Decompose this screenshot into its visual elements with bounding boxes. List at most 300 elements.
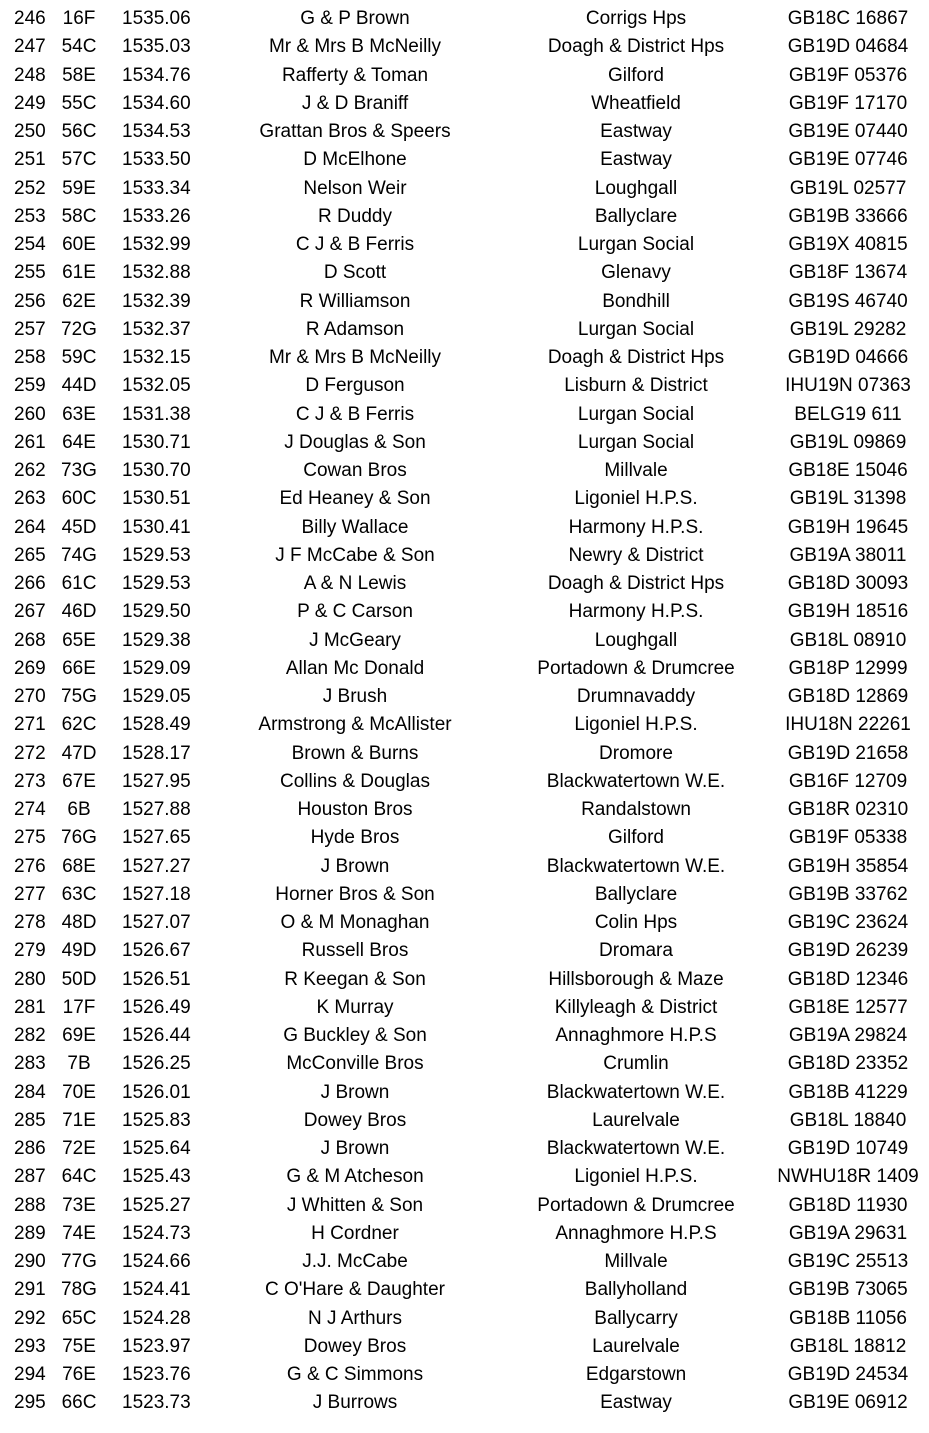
club-cell: Annaghmore H.P.S xyxy=(555,1025,717,1046)
velocity-cell: 1534.76 xyxy=(122,64,191,86)
club-cell: Ballyclare xyxy=(594,205,678,227)
position-cell: 255 xyxy=(14,262,46,284)
pen-code-cell: 50D xyxy=(61,968,97,990)
fancier-name-cell: Collins & Douglas xyxy=(280,770,430,792)
ring-number-cell: GB18E 12577 xyxy=(788,996,908,1018)
table-row xyxy=(0,1050,929,1078)
club-cell: Millvale xyxy=(604,460,668,481)
table-row xyxy=(0,1022,929,1050)
position-cell: 246 xyxy=(14,8,46,29)
pen-code-cell: 69E xyxy=(62,1025,96,1046)
club-cell: Crumlin xyxy=(603,1053,669,1075)
fancier-name-cell: J Whitten & Son xyxy=(286,1194,424,1216)
club-cell: Blackwatertown W.E. xyxy=(546,770,726,792)
ring-number-cell: GB19L 02577 xyxy=(789,177,907,199)
pen-code-cell: 76G xyxy=(61,827,97,849)
club-cell: Ligoniel H.P.S. xyxy=(574,714,698,736)
velocity-cell: 1523.76 xyxy=(122,1364,191,1385)
table-row xyxy=(0,203,929,231)
table-row xyxy=(0,711,929,739)
velocity-cell: 1533.50 xyxy=(122,149,191,171)
position-cell: 271 xyxy=(14,714,46,736)
table-row xyxy=(0,146,929,174)
position-cell: 270 xyxy=(14,686,46,707)
velocity-cell: 1534.60 xyxy=(122,92,191,114)
velocity-cell: 1527.65 xyxy=(122,827,191,849)
pen-code-cell: 56C xyxy=(61,121,97,142)
club-cell: Lurgan Social xyxy=(577,403,695,425)
table-row xyxy=(0,316,929,344)
fancier-name-cell: Cowan Bros xyxy=(303,460,407,481)
fancier-name-cell: J McGeary xyxy=(309,629,401,651)
velocity-cell: 1525.43 xyxy=(122,1166,191,1188)
club-cell: Glenavy xyxy=(601,262,671,284)
table-row xyxy=(0,1333,929,1361)
fancier-name-cell: R Adamson xyxy=(305,318,405,340)
ring-number-cell: GB19B 33666 xyxy=(788,205,908,227)
table-row xyxy=(0,966,929,994)
ring-number-cell: GB19L 29282 xyxy=(789,318,907,340)
table-row xyxy=(0,1361,929,1389)
position-cell: 289 xyxy=(14,1222,46,1244)
pen-code-cell: 45D xyxy=(61,516,97,538)
club-cell: Ligoniel H.P.S. xyxy=(574,488,698,510)
pen-code-cell: 62E xyxy=(62,290,96,312)
ring-number-cell: GB19L 09869 xyxy=(789,431,907,453)
club-cell: Millvale xyxy=(604,1251,668,1272)
ring-number-cell: IHU18N 22261 xyxy=(785,714,911,736)
table-row xyxy=(0,259,929,287)
fancier-name-cell: J Brown xyxy=(320,1081,390,1103)
club-cell: Annaghmore H.P.S xyxy=(555,1222,717,1244)
pen-code-cell: 75E xyxy=(62,1335,96,1357)
ring-number-cell: GB19D 21658 xyxy=(787,742,909,764)
club-cell: Gilford xyxy=(608,827,664,849)
ring-number-cell: GB19C 25513 xyxy=(787,1251,909,1272)
pen-code-cell: 61E xyxy=(62,262,96,284)
position-cell: 247 xyxy=(14,36,46,58)
club-cell: Blackwatertown W.E. xyxy=(546,855,726,877)
position-cell: 264 xyxy=(14,516,46,538)
pen-code-cell: 46D xyxy=(61,601,97,623)
ring-number-cell: GB18B 41229 xyxy=(788,1081,908,1103)
ring-number-cell: GB18C 16867 xyxy=(787,8,909,29)
pen-code-cell: 64C xyxy=(61,1166,97,1188)
position-cell: 288 xyxy=(14,1194,46,1216)
pen-code-cell: 65C xyxy=(61,1307,97,1329)
fancier-name-cell: K Murray xyxy=(316,996,394,1018)
club-cell: Doagh & District Hps xyxy=(547,573,725,594)
velocity-cell: 1530.71 xyxy=(122,431,191,453)
ring-number-cell: GB19A 29631 xyxy=(788,1222,908,1244)
pen-code-cell: 59E xyxy=(62,177,96,199)
table-row xyxy=(0,33,929,61)
position-cell: 263 xyxy=(14,488,46,510)
velocity-cell: 1526.25 xyxy=(122,1053,191,1075)
position-cell: 285 xyxy=(14,1109,46,1131)
ring-number-cell: GB18L 18840 xyxy=(789,1109,907,1131)
fancier-name-cell: J & D Braniff xyxy=(301,92,409,114)
ring-number-cell: GB19F 17170 xyxy=(788,92,908,114)
fancier-name-cell: A & N Lewis xyxy=(303,573,407,594)
position-cell: 261 xyxy=(14,431,46,453)
velocity-cell: 1529.38 xyxy=(122,629,191,651)
fancier-name-cell: J Brush xyxy=(322,686,388,707)
pen-code-cell: 63E xyxy=(62,403,96,425)
ring-number-cell: GB19E 07746 xyxy=(788,149,908,171)
velocity-cell: 1525.83 xyxy=(122,1109,191,1131)
fancier-name-cell: J.J. McCabe xyxy=(302,1251,408,1272)
table-row xyxy=(0,542,929,570)
position-cell: 292 xyxy=(14,1307,46,1329)
velocity-cell: 1527.88 xyxy=(122,799,191,820)
position-cell: 280 xyxy=(14,968,46,990)
club-cell: Doagh & District Hps xyxy=(547,36,725,58)
fancier-name-cell: J Burrows xyxy=(312,1392,398,1414)
ring-number-cell: GB19F 05338 xyxy=(788,827,908,849)
table-row xyxy=(0,994,929,1022)
table-row xyxy=(0,768,929,796)
position-cell: 295 xyxy=(14,1392,46,1414)
ring-number-cell: GB19B 73065 xyxy=(788,1279,908,1301)
position-cell: 251 xyxy=(14,149,46,171)
position-cell: 253 xyxy=(14,205,46,227)
position-cell: 265 xyxy=(14,544,46,566)
fancier-name-cell: Allan Mc Donald xyxy=(285,657,425,679)
club-cell: Randalstown xyxy=(581,799,691,820)
ring-number-cell: IHU19N 07363 xyxy=(785,375,911,397)
ring-number-cell: GB18P 12999 xyxy=(788,657,908,679)
pen-code-cell: 57C xyxy=(61,149,97,171)
table-row xyxy=(0,1305,929,1333)
table-row xyxy=(0,231,929,259)
velocity-cell: 1528.49 xyxy=(122,714,191,736)
fancier-name-cell: R Keegan & Son xyxy=(284,968,426,990)
velocity-cell: 1530.70 xyxy=(122,460,191,481)
table-row xyxy=(0,1135,929,1163)
velocity-cell: 1529.50 xyxy=(122,601,191,623)
ring-number-cell: GB18L 08910 xyxy=(789,629,907,651)
velocity-cell: 1524.28 xyxy=(122,1307,191,1329)
position-cell: 258 xyxy=(14,347,46,368)
fancier-name-cell: G & C Simmons xyxy=(286,1364,424,1385)
club-cell: Colin Hps xyxy=(594,912,678,933)
table-row xyxy=(0,372,929,400)
velocity-cell: 1523.73 xyxy=(122,1392,191,1414)
velocity-cell: 1525.64 xyxy=(122,1138,191,1159)
velocity-cell: 1533.26 xyxy=(122,205,191,227)
table-row xyxy=(0,344,929,372)
pen-code-cell: 73E xyxy=(62,1194,96,1216)
table-row xyxy=(0,824,929,852)
table-row xyxy=(0,118,929,146)
ring-number-cell: GB19H 35854 xyxy=(787,855,909,877)
pen-code-cell: 74G xyxy=(61,544,97,566)
velocity-cell: 1524.66 xyxy=(122,1251,191,1272)
fancier-name-cell: R Duddy xyxy=(318,205,392,227)
ring-number-cell: GB19X 40815 xyxy=(788,234,908,255)
ring-number-cell: GB18D 30093 xyxy=(787,573,909,594)
ring-number-cell: GB16F 12709 xyxy=(788,770,908,792)
ring-number-cell: GB18F 13674 xyxy=(788,262,908,284)
fancier-name-cell: Mr & Mrs B McNeilly xyxy=(268,347,442,368)
velocity-cell: 1527.95 xyxy=(122,770,191,792)
position-cell: 273 xyxy=(14,770,46,792)
velocity-cell: 1535.06 xyxy=(122,8,191,29)
ring-number-cell: GB18D 23352 xyxy=(787,1053,909,1075)
ring-number-cell: GB19E 06912 xyxy=(788,1392,908,1414)
position-cell: 248 xyxy=(14,64,46,86)
pen-code-cell: 55C xyxy=(61,92,97,114)
position-cell: 275 xyxy=(14,827,46,849)
fancier-name-cell: G & M Atcheson xyxy=(286,1166,424,1188)
pen-code-cell: 72E xyxy=(62,1138,96,1159)
club-cell: Laurelvale xyxy=(592,1109,680,1131)
velocity-cell: 1527.27 xyxy=(122,855,191,877)
pen-code-cell: 61C xyxy=(61,573,97,594)
club-cell: Hillsborough & Maze xyxy=(548,968,724,990)
pen-code-cell: 47D xyxy=(61,742,97,764)
velocity-cell: 1526.67 xyxy=(122,940,191,962)
pen-code-cell: 63C xyxy=(61,883,97,905)
velocity-cell: 1532.88 xyxy=(122,262,191,284)
club-cell: Lurgan Social xyxy=(577,431,695,453)
velocity-cell: 1523.97 xyxy=(122,1335,191,1357)
position-cell: 262 xyxy=(14,460,46,481)
fancier-name-cell: Mr & Mrs B McNeilly xyxy=(268,36,442,58)
position-cell: 291 xyxy=(14,1279,46,1301)
fancier-name-cell: H Cordner xyxy=(311,1222,399,1244)
ring-number-cell: GB19B 33762 xyxy=(788,883,908,905)
club-cell: Dromara xyxy=(599,940,673,962)
club-cell: Portadown & Drumcree xyxy=(537,657,735,679)
pen-code-cell: 68E xyxy=(62,855,96,877)
fancier-name-cell: G Buckley & Son xyxy=(283,1025,427,1046)
velocity-cell: 1529.53 xyxy=(122,544,191,566)
ring-number-cell: GB18B 11056 xyxy=(789,1307,907,1329)
club-cell: Ballycarry xyxy=(594,1307,678,1329)
velocity-cell: 1525.27 xyxy=(122,1194,191,1216)
club-cell: Bondhill xyxy=(602,290,670,312)
fancier-name-cell: Russell Bros xyxy=(301,940,409,962)
table-row xyxy=(0,429,929,457)
fancier-name-cell: J Douglas & Son xyxy=(284,431,426,453)
ring-number-cell: GB19L 31398 xyxy=(789,488,907,510)
fancier-name-cell: Horner Bros & Son xyxy=(275,883,435,905)
pen-code-cell: 74E xyxy=(62,1222,96,1244)
velocity-cell: 1529.09 xyxy=(122,657,191,679)
ring-number-cell: GB19A 38011 xyxy=(789,544,907,566)
club-cell: Lurgan Social xyxy=(577,318,695,340)
position-cell: 278 xyxy=(14,912,46,933)
fancier-name-cell: R Williamson xyxy=(299,290,411,312)
table-row xyxy=(0,401,929,429)
table-row xyxy=(0,288,929,316)
club-cell: Wheatfield xyxy=(591,92,681,114)
pen-code-cell: 66C xyxy=(61,1392,97,1414)
pen-code-cell: 54C xyxy=(61,36,97,58)
pen-code-cell: 49D xyxy=(61,940,97,962)
ring-number-cell: BELG19 611 xyxy=(794,403,902,425)
fancier-name-cell: J Brown xyxy=(320,1138,390,1159)
fancier-name-cell: N J Arthurs xyxy=(308,1307,402,1329)
club-cell: Portadown & Drumcree xyxy=(537,1194,735,1216)
velocity-cell: 1532.39 xyxy=(122,290,191,312)
table-row xyxy=(0,1192,929,1220)
position-cell: 282 xyxy=(14,1025,46,1046)
results-table xyxy=(0,5,929,1418)
pen-code-cell: 44D xyxy=(61,375,97,397)
fancier-name-cell: G & P Brown xyxy=(300,8,410,29)
ring-number-cell: GB19C 23624 xyxy=(787,912,909,933)
fancier-name-cell: C O'Hare & Daughter xyxy=(265,1279,445,1301)
ring-number-cell: GB18D 12346 xyxy=(787,968,909,990)
position-cell: 290 xyxy=(14,1251,46,1272)
pen-code-cell: 58E xyxy=(62,64,96,86)
position-cell: 287 xyxy=(14,1166,46,1188)
club-cell: Harmony H.P.S. xyxy=(568,601,704,623)
pen-code-cell: 67E xyxy=(62,770,96,792)
fancier-name-cell: Grattan Bros & Speers xyxy=(259,121,451,142)
pen-code-cell: 72G xyxy=(61,318,97,340)
pen-code-cell: 65E xyxy=(62,629,96,651)
velocity-cell: 1530.51 xyxy=(122,488,191,510)
table-row xyxy=(0,1389,929,1417)
fancier-name-cell: D Ferguson xyxy=(305,375,405,397)
velocity-cell: 1527.18 xyxy=(122,883,191,905)
velocity-cell: 1528.17 xyxy=(122,742,191,764)
club-cell: Corrigs Hps xyxy=(585,8,687,29)
fancier-name-cell: Armstrong & McAllister xyxy=(258,714,452,736)
club-cell: Eastway xyxy=(600,121,672,142)
club-cell: Killyleagh & District xyxy=(554,996,718,1018)
velocity-cell: 1532.99 xyxy=(122,234,191,255)
ring-number-cell: GB19D 04666 xyxy=(787,347,909,368)
table-row xyxy=(0,1220,929,1248)
fancier-name-cell: C J & B Ferris xyxy=(295,403,415,425)
position-cell: 294 xyxy=(14,1364,46,1385)
velocity-cell: 1532.05 xyxy=(122,375,191,397)
fancier-name-cell: J Brown xyxy=(320,855,390,877)
fancier-name-cell: O & M Monaghan xyxy=(280,912,430,933)
position-cell: 249 xyxy=(14,92,46,114)
pen-code-cell: 16F xyxy=(62,8,96,29)
club-cell: Ballyclare xyxy=(594,883,678,905)
velocity-cell: 1532.15 xyxy=(122,347,191,368)
fancier-name-cell: Ed Heaney & Son xyxy=(279,488,431,510)
position-cell: 293 xyxy=(14,1335,46,1357)
ring-number-cell: GB18R 02310 xyxy=(787,799,909,820)
velocity-cell: 1531.38 xyxy=(122,403,191,425)
club-cell: Lurgan Social xyxy=(577,234,695,255)
table-row xyxy=(0,1276,929,1304)
table-row xyxy=(0,937,929,965)
club-cell: Drumnavaddy xyxy=(576,686,696,707)
pen-code-cell: 48D xyxy=(61,912,97,933)
fancier-name-cell: D McElhone xyxy=(303,149,407,171)
ring-number-cell: GB19D 10749 xyxy=(787,1138,909,1159)
table-row xyxy=(0,1079,929,1107)
position-cell: 257 xyxy=(14,318,46,340)
pen-code-cell: 59C xyxy=(61,347,97,368)
position-cell: 250 xyxy=(14,121,46,142)
table-row xyxy=(0,740,929,768)
club-cell: Loughgall xyxy=(594,629,678,651)
table-row xyxy=(0,909,929,937)
velocity-cell: 1526.44 xyxy=(122,1025,191,1046)
table-row xyxy=(0,90,929,118)
table-row xyxy=(0,796,929,824)
club-cell: Ligoniel H.P.S. xyxy=(574,1166,698,1188)
velocity-cell: 1526.01 xyxy=(122,1081,191,1103)
ring-number-cell: GB18E 15046 xyxy=(788,460,908,481)
pen-code-cell: 64E xyxy=(62,431,96,453)
table-row xyxy=(0,5,929,33)
table-row xyxy=(0,514,929,542)
table-row xyxy=(0,881,929,909)
ring-number-cell: GB18D 12869 xyxy=(787,686,909,707)
velocity-cell: 1529.53 xyxy=(122,573,191,594)
position-cell: 266 xyxy=(14,573,46,594)
pen-code-cell: 76E xyxy=(62,1364,96,1385)
position-cell: 254 xyxy=(14,234,46,255)
ring-number-cell: GB18L 18812 xyxy=(789,1335,907,1357)
table-row xyxy=(0,1163,929,1191)
position-cell: 284 xyxy=(14,1081,46,1103)
fancier-name-cell: Dowey Bros xyxy=(303,1335,407,1357)
position-cell: 269 xyxy=(14,657,46,679)
velocity-cell: 1534.53 xyxy=(122,121,191,142)
pen-code-cell: 60E xyxy=(62,234,96,255)
fancier-name-cell: Rafferty & Toman xyxy=(281,64,429,86)
pen-code-cell: 66E xyxy=(62,657,96,679)
club-cell: Eastway xyxy=(600,149,672,171)
velocity-cell: 1526.51 xyxy=(122,968,191,990)
velocity-cell: 1524.41 xyxy=(122,1279,191,1301)
table-row xyxy=(0,62,929,90)
ring-number-cell: GB19A 29824 xyxy=(788,1025,908,1046)
fancier-name-cell: Brown & Burns xyxy=(291,742,419,764)
position-cell: 276 xyxy=(14,855,46,877)
velocity-cell: 1526.49 xyxy=(122,996,191,1018)
position-cell: 279 xyxy=(14,940,46,962)
club-cell: Loughgall xyxy=(594,177,678,199)
position-cell: 256 xyxy=(14,290,46,312)
pen-code-cell: 60C xyxy=(61,488,97,510)
pen-code-cell: 7B xyxy=(67,1053,91,1075)
position-cell: 277 xyxy=(14,883,46,905)
velocity-cell: 1532.37 xyxy=(122,318,191,340)
ring-number-cell: GB19D 04684 xyxy=(787,36,909,58)
fancier-name-cell: McConville Bros xyxy=(286,1053,424,1075)
pen-code-cell: 78G xyxy=(61,1279,97,1301)
position-cell: 259 xyxy=(14,375,46,397)
table-row xyxy=(0,175,929,203)
fancier-name-cell: Dowey Bros xyxy=(303,1109,407,1131)
ring-number-cell: NWHU18R 1409 xyxy=(777,1166,919,1188)
table-row xyxy=(0,457,929,485)
table-row xyxy=(0,655,929,683)
velocity-cell: 1530.41 xyxy=(122,516,191,538)
table-row xyxy=(0,853,929,881)
pen-code-cell: 6B xyxy=(67,799,91,820)
club-cell: Edgarstown xyxy=(585,1364,687,1385)
fancier-name-cell: D Scott xyxy=(323,262,387,284)
table-row xyxy=(0,598,929,626)
club-cell: Gilford xyxy=(608,64,664,86)
club-cell: Laurelvale xyxy=(592,1335,680,1357)
pen-code-cell: 75G xyxy=(61,686,97,707)
